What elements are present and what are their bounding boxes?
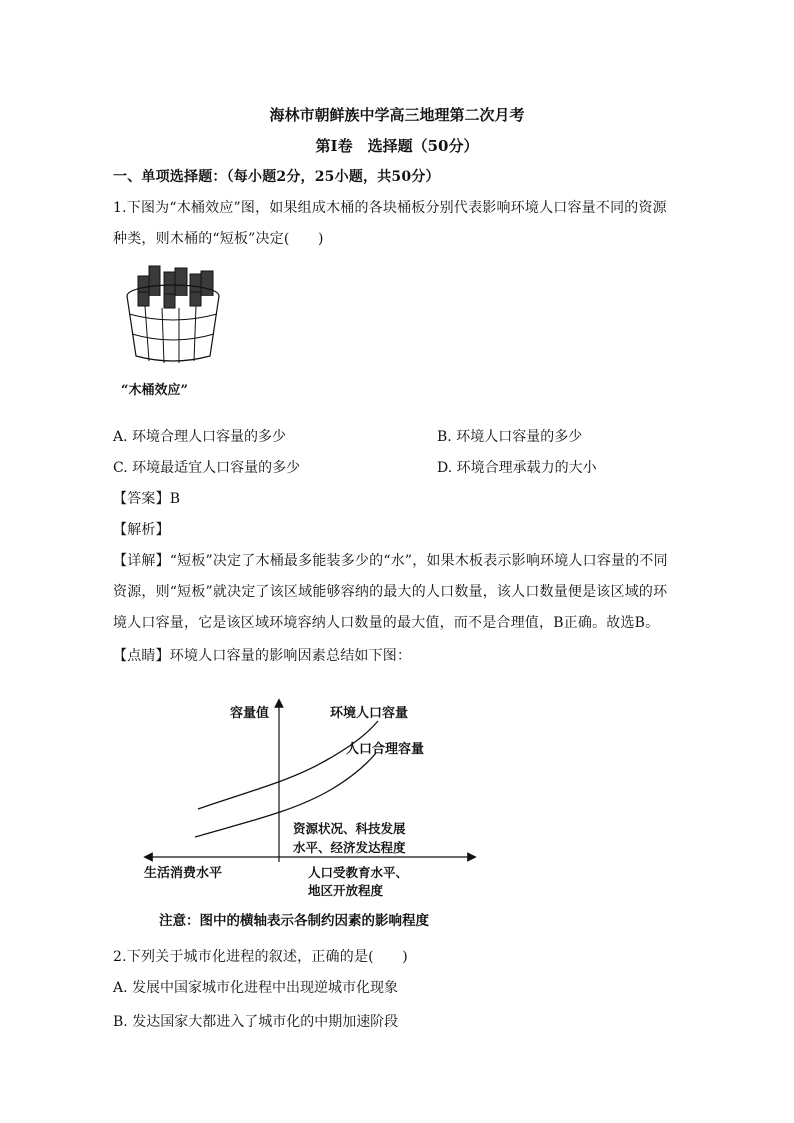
exam-title: 海林市朝鲜族中学高三地理第二次月考 <box>269 106 525 124</box>
q2-option-b[interactable]: B. 发达国家大都进入了城市化的中期加速阶段 <box>113 1014 399 1030</box>
q1-detail-line1: 【详解】“短板”决定了木桶最多能装多少的“水”，如果木板表示影响环境人口容量的不同 <box>113 553 668 569</box>
right-axis-label-line1: 人口受教育水平、 <box>308 865 409 880</box>
q2-option-a[interactable]: A. 发展中国家城市化进程中出现逆城市化现象 <box>113 980 399 996</box>
q1-detail-line3: 境人口容量，它是该区域环境容纳人口数量的最大值，而不是合理值，B正确。故选B。 <box>113 615 660 631</box>
diagram-note: 注意：图中的横轴表示各制约因素的影响程度 <box>159 913 429 929</box>
q1-stem-line2: 种类，则木桶的“短板”决定( ) <box>113 231 324 247</box>
q2-stem: 2.下列关于城市化进程的叙述，正确的是( ) <box>113 949 408 965</box>
upper-curve-label: 环境人口容量 <box>330 706 409 721</box>
q1-option-d[interactable]: D. 环境合理承载力的大小 <box>437 460 597 476</box>
right-factor-line2: 水平、经济发达程度 <box>293 840 406 855</box>
q1-analysis-label: 【解析】 <box>113 522 170 538</box>
q1-tip: 【点睛】环境人口容量的影响因素总结如下图： <box>113 648 412 664</box>
q1-answer: 【答案】B <box>113 491 181 507</box>
q1-stem-line1: 1.下图为“木桶效应”图，如果组成木桶的各块桶板分别代表影响环境人口容量不同的资源 <box>113 200 667 216</box>
q1-option-a[interactable]: A. 环境合理人口容量的多少 <box>113 429 287 445</box>
q1-detail-line2: 资源，则“短板”就决定了该区域能够容纳的最大的人口数量，该人口数量便是该区域的环 <box>113 584 668 600</box>
curve-environmental-capacity <box>198 721 378 809</box>
barrel-figure-caption: “木桶效应” <box>121 383 188 398</box>
y-axis-label: 容量值 <box>230 706 270 721</box>
q1-option-b[interactable]: B. 环境人口容量的多少 <box>437 429 583 445</box>
left-axis-label: 生活消费水平 <box>144 866 223 881</box>
right-factor-line1: 资源状况、科技发展 <box>293 821 406 836</box>
capacity-diagram <box>140 695 490 910</box>
lower-curve-label: 人口合理容量 <box>346 742 425 757</box>
section-title: 第Ⅰ卷 选择题（50分） <box>315 137 479 155</box>
right-axis-label-line2: 地区开放程度 <box>308 883 384 898</box>
section-instructions: 一、单项选择题：（每小题2分，25小题，共50分） <box>113 169 440 185</box>
q1-option-c[interactable]: C. 环境最适宜人口容量的多少 <box>113 460 301 476</box>
barrel-effect-figure <box>118 262 228 370</box>
